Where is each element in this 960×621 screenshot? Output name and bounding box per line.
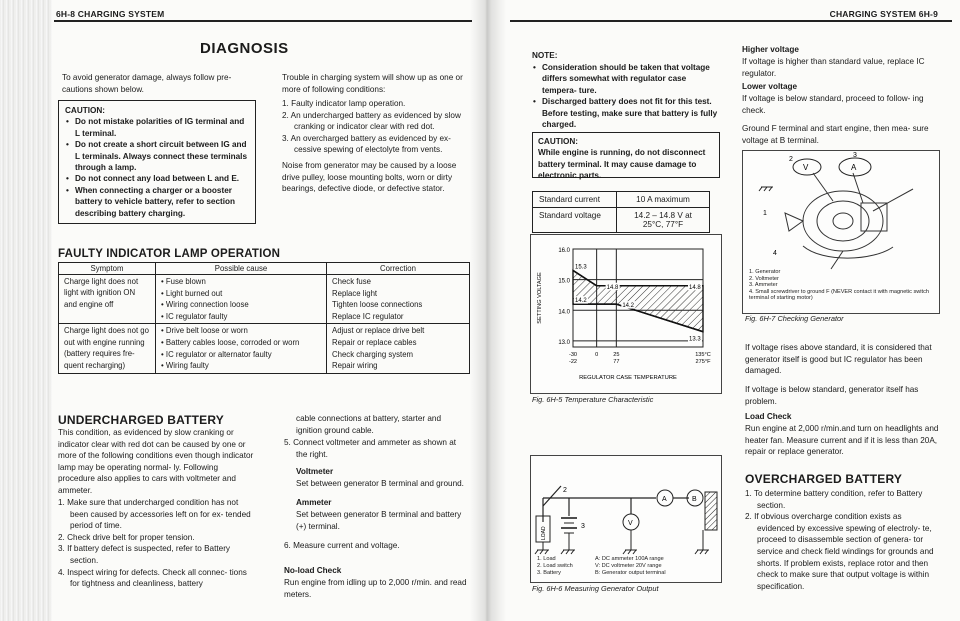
x-axis-label: REGULATOR CASE TEMPERATURE [579, 375, 677, 381]
table-row [533, 192, 710, 208]
legend-item: 1. Load [537, 556, 556, 562]
cause-item: • Light burned out [161, 288, 321, 300]
fig6-caption: Fig. 6H-6 Measuring Generator Output [532, 584, 659, 593]
correction-item: Replace light [332, 288, 378, 298]
x-tick-label-c: -30 [568, 352, 578, 358]
spec-value: 10 A maximum [617, 192, 710, 208]
caution-title: CAUTION: [65, 106, 106, 115]
step-item: 3. If battery defect is suspected, refer to Battery section. [58, 544, 231, 565]
x-tick-label-f: 275°F [695, 359, 711, 365]
x-tick-label-f: -22 [568, 359, 578, 365]
running-caution-title: CAUTION: [538, 137, 579, 146]
x-tick-label-c: 135°C [695, 352, 711, 358]
symptom-cell: Charge light does not light with ignition ON and engine off [59, 275, 156, 324]
label-4: 4 [773, 250, 777, 257]
ammeter-heading: Ammeter [296, 498, 332, 507]
voltage-rises-text: If voltage rises above standard, it is considered that generator itself is good but IC regulator has been damaged. [745, 343, 932, 376]
ammeter-icon: A [662, 496, 667, 503]
book-binding [470, 0, 506, 621]
faulty-lamp-table [58, 262, 470, 374]
step5: 5. Connect voltmeter and ammeter as shown at the right. [284, 438, 457, 459]
x-tick-label-c: 0 [595, 352, 599, 358]
conditions-list [282, 98, 470, 156]
noload-heading: No-load Check [284, 566, 342, 575]
running-caution-box [532, 132, 720, 181]
cause-item: • Fuse blown [161, 276, 321, 288]
col-cause: Possible cause [156, 263, 327, 275]
page-stack-edge [0, 0, 52, 621]
step-item: 2. If obvious overcharge condition exists as evidenced by excessive spewing of electroly- te, proceed to disassemble section of genera- tor service and check field windings for grounds and shorts. If problem exists, replace rotor and then check to make sure that output voltage is within specification. [745, 512, 934, 591]
condition-item: 3. An overcharged battery as evidenced by ex- cessive spewing of electolyte from vents. [282, 133, 451, 155]
legend-item: 2. Load switch [537, 563, 573, 569]
table-row [59, 275, 470, 324]
col-symptom: Symptom [59, 263, 156, 275]
left-header-rule [54, 20, 472, 22]
diagnosis-title: DIAGNOSIS [200, 40, 289, 57]
condition-item: 1. Faulty indicator lamp operation. [282, 99, 406, 108]
table-header-row [59, 263, 470, 275]
correction-cell [327, 275, 470, 324]
higher-voltage-text: If voltage is higher than standard value, replace IC regulator. [742, 57, 925, 78]
legend-item: 3. Ammeter [749, 282, 778, 289]
running-caution-text: While engine is running, do not disconnect battery terminal. It may cause damage to electronic parts. [538, 148, 706, 181]
data-label: 14.2 [575, 298, 587, 305]
legend-item: 1. Generator [749, 269, 781, 275]
load-label: LOAD [541, 526, 547, 540]
label-1: 1 [763, 210, 767, 217]
trouble-intro: Trouble in charging system will show up as one or more of following conditions: [282, 73, 463, 94]
y-tick-label: 14.0 [558, 309, 570, 316]
overcharged-steps [745, 488, 939, 592]
step-item: 1. Make sure that undercharged condition has not been caused by accessories left on for ex- tended period of time. [58, 498, 251, 531]
correction-cell [327, 324, 470, 373]
cause-item: • Wiring faulty [161, 360, 321, 372]
legend-item: B: Generator output terminal [595, 570, 666, 576]
load-check-text: Run engine at 2,000 r/min.and turn on headlights and heater fan. Measure current and if it is less than 20A, repair or replace generator. [745, 424, 939, 457]
ammeter-text: Set between generator B terminal and battery (+) terminal. [296, 510, 462, 531]
spec-table [532, 191, 710, 233]
correction-item: Replace IC regulator [332, 311, 404, 321]
spec-label: Standard current [533, 192, 617, 208]
measuring-output-figure [530, 455, 722, 583]
output-terminal-icon: B [692, 496, 697, 503]
data-label: 14.2 [622, 303, 635, 310]
lower-voltage-heading: Lower voltage [742, 82, 798, 91]
left-page-header: 6H-8 CHARGING SYSTEM [56, 9, 165, 19]
cause-item: • Drive belt loose or worn [161, 325, 321, 337]
caution-list [65, 116, 249, 219]
y-tick-label: 13.0 [558, 339, 570, 346]
ammeter-icon: A [851, 163, 857, 172]
y-axis-label: SETTING VOLTAGE [537, 272, 543, 324]
voltmeter-heading: Voltmeter [296, 467, 334, 476]
legend-item: 3. Battery [537, 570, 561, 576]
label-2: 2 [563, 487, 567, 494]
cause-item: • IC regulator faulty [161, 311, 321, 323]
correction-item: Tighten loose connections [332, 300, 423, 310]
temperature-chart [531, 235, 721, 393]
y-tick-label: 16.0 [558, 248, 570, 254]
checking-generator-figure [742, 150, 940, 314]
fig6-legend-left [537, 556, 573, 577]
spec-value: 14.2 – 14.8 V at 25°C, 77°F [617, 208, 710, 233]
undercharged-title: UNDERCHARGED BATTERY [58, 413, 224, 427]
step-item: 4. Inspect wiring for defects. Check all connec- tions for tightness and cleanliness, battery [58, 567, 247, 589]
fig7-caption: Fig. 6H-7 Checking Generator [745, 314, 844, 323]
voltmeter-icon: V [803, 163, 809, 172]
legend-item: 2. Voltmeter [749, 275, 779, 282]
caution-item: • When connecting a charger or a booster battery to vehicle battery, refer to section describing battery charging. [65, 185, 249, 219]
data-label: 13.3 [689, 336, 701, 343]
note-item: • Consideration should be taken that voltage differs somewhat with regulator case tempera- ture. [532, 62, 722, 96]
voltmeter-text: Set between generator B terminal and ground. [296, 479, 464, 488]
caution-box [58, 100, 256, 224]
higher-voltage-heading: Higher voltage [742, 45, 799, 54]
fig7-legend [749, 269, 935, 302]
noise-paragraph: Noise from generator may be caused by a loose drive pulley, loose mounting bolts, worn or dirty bearings, defective diode, or defective stator. [282, 161, 457, 194]
legend-item: 4. Small screwdriver to ground F (NEVER contact it with magnetic switch terminal of starting motor) [749, 288, 929, 302]
temperature-chart-frame [530, 234, 722, 394]
overcharged-title: OVERCHARGED BATTERY [745, 472, 903, 486]
correction-item: Adjust or replace drive belt [332, 326, 425, 336]
noload-text: Run engine from idling up to 2,000 r/min. and read meters. [284, 578, 467, 599]
note-list [532, 62, 722, 130]
step-item: 2. Check drive belt for proper tension. [58, 532, 195, 542]
voltage-below-text: If voltage is below standard, generator itself has problem. [745, 385, 919, 406]
load-check-heading: Load Check [745, 412, 792, 421]
x-tick-label-f: 77 [613, 359, 620, 365]
legend-item: A: DC ammeter 100A range [595, 556, 664, 562]
correction-item: Repair or replace cables [332, 337, 417, 347]
condition-item: 2. An undercharged battery as evidenced by slow cranking or indicator clear with red dot. [282, 110, 461, 132]
data-label: 14.8 [606, 284, 619, 291]
table-row [533, 208, 710, 233]
faulty-lamp-title: FAULTY INDICATOR LAMP OPERATION [58, 248, 281, 260]
step-item: 1. To determine battery condition, refer to Battery section. [745, 489, 923, 510]
undercharged-steps [58, 497, 254, 590]
cause-item: • Wiring connection loose [161, 299, 321, 311]
undercharged-intro: This condition, as evidenced by slow cranking or indicator clear with red dot can be caused by one or more of the following conditions even though indicator lamp may be operating normal- ly. Following procedure also applies to cars with voltmeter and ammeter. [58, 428, 254, 495]
caution-item: • Do not connect any load between L and E. [65, 173, 249, 184]
step6: 6. Measure current and voltage. [284, 541, 400, 550]
col-correction: Correction [327, 263, 470, 275]
cause-cell [156, 275, 327, 324]
symptom-cell: Charge light does not go out with engine running (battery requires fre- quent recharging) [59, 324, 156, 373]
fig5-caption: Fig. 6H-5 Temperature Characteristic [532, 395, 654, 404]
lower-voltage-text: If voltage is below standard, proceed to follow- ing check. [742, 94, 924, 115]
right-header-rule [510, 20, 952, 22]
fig6-legend-right [595, 556, 666, 577]
correction-item: Check fuse [332, 277, 372, 286]
data-label: 15.3 [575, 264, 587, 271]
table-row [59, 324, 470, 373]
caution-item: • Do not mistake polarities of IG terminal and L terminal. [65, 116, 249, 139]
cause-item: • IC regulator or alternator faulty [161, 349, 321, 361]
right-page-header: CHARGING SYSTEM 6H-9 [829, 9, 938, 19]
ground-f-text: Ground F terminal and start engine, then mea- sure voltage at B terminal. [742, 124, 929, 145]
correction-item: Repair wiring [332, 361, 378, 371]
upper-limit-line [573, 270, 703, 285]
note-title: NOTE: [532, 51, 558, 60]
label-3: 3 [853, 152, 857, 159]
label-2: 2 [789, 156, 793, 163]
y-tick-label: 15.0 [558, 278, 570, 285]
x-tick-label-c: 25 [613, 352, 620, 358]
legend-item: V: DC voltmeter 20V range [595, 563, 662, 569]
voltmeter-icon: V [628, 520, 633, 527]
spec-label: Standard voltage [533, 208, 617, 233]
diagnosis-intro: To avoid generator damage, always follow pre- cautions shown below. [62, 73, 232, 94]
note-item: • Discharged battery does not fit for this test. Before testing, make sure that battery is fully charged. [532, 96, 722, 130]
label-3: 3 [581, 523, 585, 530]
cause-item: • Battery cables loose, corroded or worn [161, 337, 321, 349]
data-label: 14.8 [689, 284, 701, 291]
cause-cell [156, 324, 327, 373]
caution-item: • Do not create a short circuit between IG and L terminals. Always connect these terminals through a lamp. [65, 139, 249, 173]
step4-continued: cable connections at battery, starter and ignition ground cable. [296, 414, 442, 435]
correction-item: Check charging system [332, 349, 414, 359]
